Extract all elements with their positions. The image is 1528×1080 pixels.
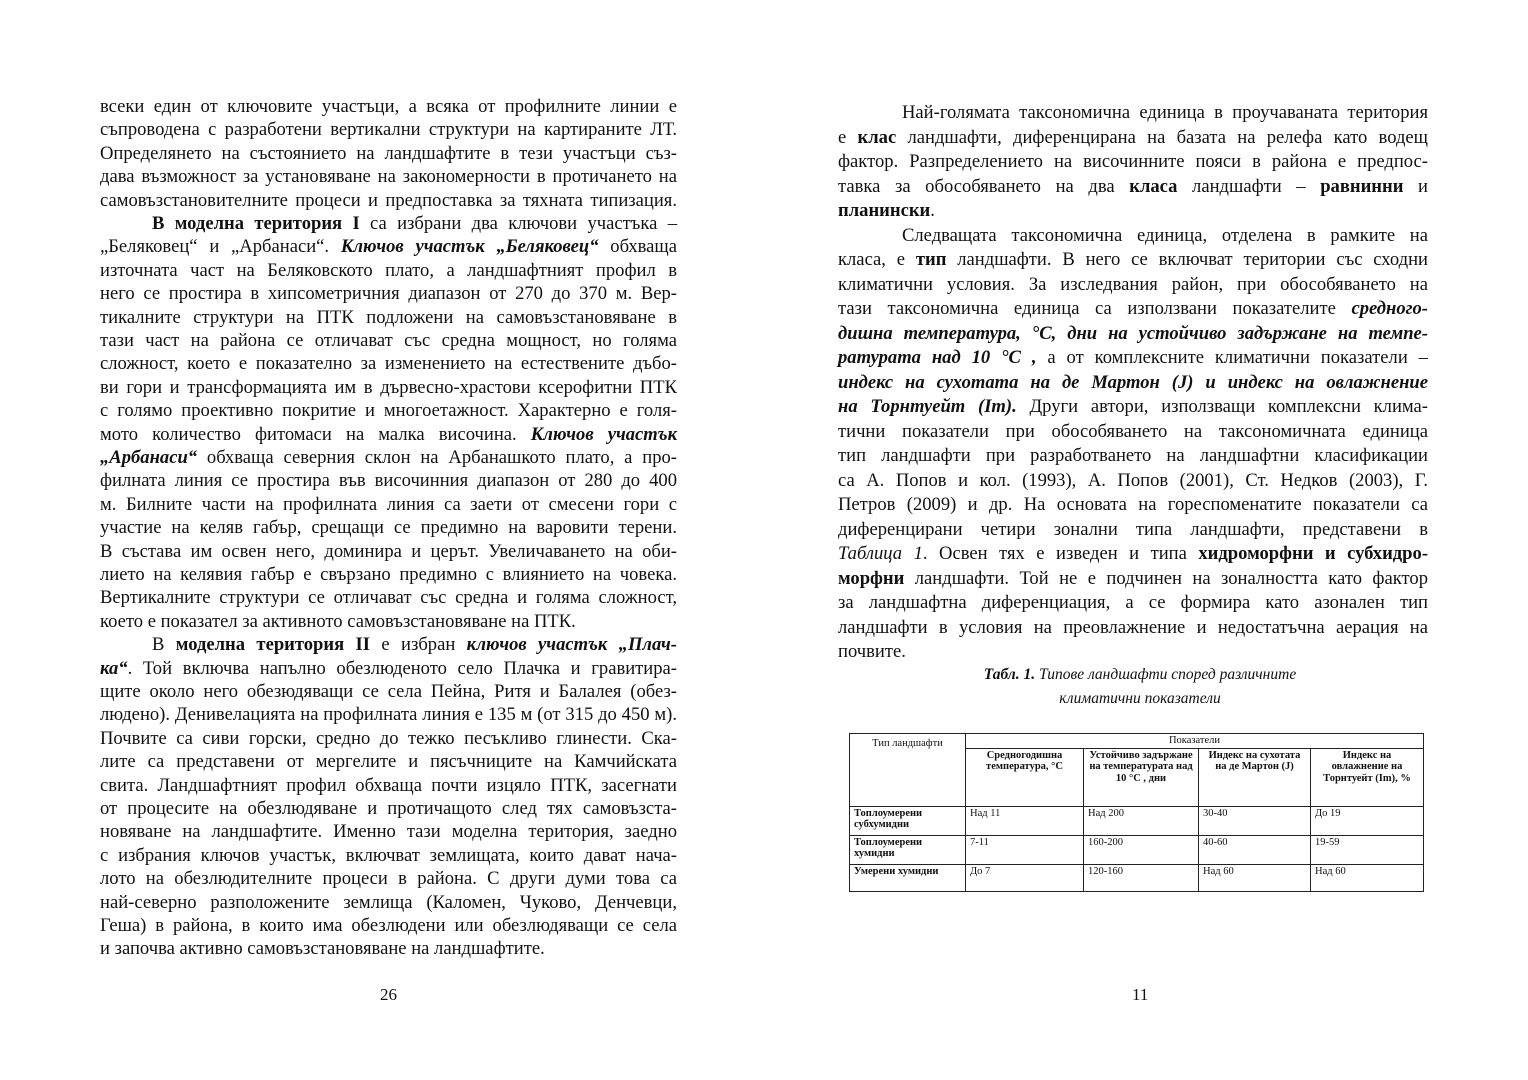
- text-line: [152, 634, 677, 656]
- emphasized-text: Ключов участък „Беляковец“: [340, 236, 599, 258]
- text-segment: него се простира в хипсометричния диапазон от 270 до 370 м. Вер-: [100, 283, 677, 305]
- text-line: [838, 127, 1428, 149]
- emphasized-text: ка“: [100, 657, 128, 679]
- text-line: [100, 892, 677, 914]
- text-segment: е: [838, 126, 858, 148]
- text-line: [838, 200, 1428, 222]
- text-segment: най-северно разположените землища (Каломен, Чуково, Денчевци,: [100, 891, 677, 913]
- text-segment: участие на келяв габър, срещащи се предимно на варовити терени.: [100, 517, 677, 539]
- text-line: [838, 470, 1428, 492]
- text-line: [838, 592, 1428, 614]
- text-line: [100, 751, 677, 773]
- text-segment: класа, е: [838, 249, 916, 270]
- text-line: [100, 564, 677, 586]
- text-line: [100, 704, 677, 726]
- emphasized-text: Ключов участък: [530, 423, 677, 445]
- text-segment: .: [930, 200, 935, 221]
- text-segment: Други автори, използващи комплексни клима-: [1016, 396, 1428, 417]
- table-cell: 19-59: [1311, 835, 1424, 864]
- text-segment: за ландшафтна диференциация, а се формира като азонален тип: [838, 592, 1428, 613]
- text-segment: ландшафти. Той не е подчинен на зоналността като фактор: [904, 567, 1428, 589]
- table-row: [850, 806, 1424, 835]
- text-line: [100, 236, 677, 258]
- text-line: [902, 225, 1428, 247]
- table-cell: Над 11: [966, 806, 1084, 835]
- text-segment: Определянето на състоянието на ландшафтите в тези участъци съз-: [100, 142, 677, 164]
- table-caption-line2: климатични показатели: [1059, 690, 1221, 707]
- row-type-cell: Топлоумерени субхумидни: [850, 806, 966, 835]
- group-header-cell: Показатели: [966, 734, 1424, 749]
- text-line: [838, 641, 1428, 663]
- text-line: [100, 541, 677, 563]
- text-line: [838, 176, 1428, 198]
- text-segment: ландшафти в условия на преовлажнение и недостатъчна аерация на: [838, 616, 1428, 638]
- text-line: [100, 377, 677, 399]
- text-segment: източната част на Беляковското плато, а ландшафтният профил в: [100, 259, 677, 281]
- text-segment: климатични условия. За изследвания район, при обособяването на: [838, 273, 1428, 295]
- text-segment: са А. Попов и кол. (1993), А. Попов (2001), Ст. Недков (2003), Г.: [838, 469, 1428, 491]
- column-header: Устойчиво задържане на температурата над 10 °C , дни: [1084, 748, 1199, 806]
- column-header: Средногодишна температура, °C: [966, 748, 1084, 806]
- table-cell: 160-200: [1084, 835, 1199, 864]
- text-segment: тикалните структури на ПТК подложени на самовъзстановяване в: [100, 306, 677, 328]
- text-line: [838, 519, 1428, 541]
- emphasized-text: В моделна територия I: [152, 213, 360, 234]
- text-segment: ландшафти –: [1177, 175, 1321, 197]
- text-segment: е избран: [370, 634, 467, 656]
- text-line: [152, 213, 677, 235]
- text-segment: са избрани два ключови участъка –: [359, 213, 677, 234]
- text-segment: м. Билните части на профилната линия са заети от смесени гори с: [100, 493, 677, 515]
- text-segment: от процесите на обезлюдяване и протичащото след тях самовъзста-: [100, 798, 677, 819]
- text-segment: съпроводена с разработени вертикални структури на картираните ЛТ.: [100, 119, 677, 141]
- text-segment: лите са представени от мергелите и пясъчниците на Камчийската: [100, 751, 677, 773]
- row-header-cell: Тип ландшафти: [850, 734, 966, 807]
- emphasized-text: индекс на сухотата на де Мартон (J) и индекс на овлажнение: [838, 371, 1428, 393]
- text-line: [100, 283, 677, 305]
- column-header: Индекс на сухотата на де Мартон (J): [1199, 748, 1311, 806]
- text-segment: мото количество фитомаси на малка височина.: [100, 423, 531, 445]
- emphasized-text: морфни: [838, 567, 905, 589]
- text-line: [838, 323, 1428, 345]
- text-line: [100, 353, 677, 375]
- text-line: [100, 447, 677, 469]
- text-segment: с голямо проективно покритие и многоетажност. Характерно е голя-: [100, 400, 677, 422]
- text-segment: свита. Ландшафтният профил обхваща почти изцяло ПТК, засегнати: [100, 774, 677, 796]
- text-line: [838, 396, 1428, 418]
- emphasized-text: равнинни: [1320, 175, 1404, 197]
- text-line: [100, 611, 677, 633]
- text-segment: всеки един от ключовите участъци, а всяка от профилните линии е: [100, 96, 677, 117]
- table-cell: Над 60: [1311, 864, 1424, 891]
- text-segment: сложност, което е показателно за изменението на естествените дъбо-: [100, 353, 677, 375]
- emphasized-text: клас: [857, 126, 897, 148]
- text-segment: . Той включва напълно обезлюденото село Плачка и гравитира-: [127, 657, 677, 679]
- text-line: [100, 307, 677, 329]
- text-line: [838, 617, 1428, 639]
- text-segment: лото на обезлюдителните процеси в района. С други думи това са: [100, 868, 677, 890]
- emphasized-text: класа: [1129, 175, 1178, 197]
- text-segment: и започва активно самовъзстановяване на ландшафтите.: [100, 938, 545, 960]
- text-line: [100, 119, 677, 141]
- text-segment: фактор. Разпределението на височинните пояси в района е предпос-: [838, 151, 1428, 172]
- text-line: [100, 166, 677, 188]
- text-line: [838, 568, 1428, 590]
- text-line: [100, 470, 677, 492]
- table-cell: 7-11: [966, 835, 1084, 864]
- table-cell: Над 60: [1199, 864, 1311, 891]
- text-line: [100, 143, 677, 165]
- text-line: [100, 517, 677, 539]
- emphasized-text: хидроморфни и субхидро-: [1198, 543, 1429, 564]
- text-segment: Геша) в района, в които има обезлюдени или обезлюдяващи се села: [100, 915, 677, 936]
- text-segment: В състава им освен него, доминира и церът. Увеличаването на оби-: [100, 540, 677, 562]
- table-caption-title: Типове ландшафти според различните: [1035, 666, 1297, 683]
- text-line: [100, 868, 677, 890]
- text-segment: което е показател за активното самовъзстановяване на ПТК.: [100, 610, 576, 632]
- text-line: [100, 798, 677, 820]
- page-number: 11: [1132, 985, 1149, 1004]
- text-line: [100, 96, 677, 118]
- row-type-cell: Топлоумерени хумидни: [850, 835, 966, 864]
- text-segment: с избрания ключов участък, включват землищата, които дават нача-: [100, 844, 677, 866]
- text-segment: тази част на района се отличават със средна мощност, но голяма: [100, 330, 677, 351]
- text-line: [100, 330, 677, 352]
- text-segment: щите около него обезюдяващи се села Пейна, Ритя и Балалея (обез-: [100, 681, 677, 702]
- emphasized-text: ратурата над 10 °C ,: [838, 347, 1037, 368]
- text-line: [100, 938, 677, 960]
- text-segment: новяване на ландшафтите. Именно тази моделна територия, заедно: [100, 821, 677, 843]
- text-line: [838, 347, 1428, 369]
- emphasized-text: „Арбанаси“: [100, 447, 198, 468]
- text-segment: Петров (2009) и др. На основата на гореспоменатите показатели са: [838, 494, 1428, 515]
- text-line: [100, 775, 677, 797]
- text-line: [838, 372, 1428, 394]
- text-line: [100, 400, 677, 422]
- text-segment: тип ландшафти при разработването на ландшафтни класификации: [838, 445, 1428, 466]
- text-line: [100, 821, 677, 843]
- table-caption-label: Табл. 1.: [983, 666, 1036, 683]
- emphasized-text: моделна територия II: [175, 634, 371, 656]
- text-line: [902, 102, 1428, 124]
- text-line: [100, 424, 677, 446]
- text-line: [100, 681, 677, 703]
- text-line: [100, 494, 677, 516]
- text-segment: самовъзстановителните процеси и предпоставка за тяхната типизация.: [100, 189, 677, 211]
- text-segment: Следващата таксономична единица, отделена в рамките на: [902, 224, 1428, 246]
- column-header: Индекс на овлажнение на Торнтуейт (Im), %: [1311, 748, 1424, 806]
- text-segment: . Освен тях е изведен и типа: [922, 543, 1199, 564]
- text-line: [838, 543, 1428, 565]
- text-segment: ви гори и трансформацията им в дървесно-храстови ксерофитни ПТК: [100, 376, 677, 398]
- text-line: [100, 190, 677, 212]
- table-cell: Над 200: [1084, 806, 1199, 835]
- right-page: [764, 0, 1528, 1080]
- text-segment: Вертикалните структури се отличават със средна и голяма сложност,: [100, 587, 677, 609]
- emphasized-text: ключов участък „Плач-: [466, 634, 677, 656]
- text-segment: тични показатели при обособяването на таксономичната единица: [838, 420, 1428, 442]
- text-segment: тавка за обособяването на два: [838, 175, 1130, 197]
- text-segment: ландшафти. В него се включват територии със сходни: [946, 249, 1429, 270]
- text-segment: Най-голямата таксономична единица в проучаваната територия: [902, 102, 1428, 123]
- text-line: [838, 494, 1428, 516]
- emphasized-text: тип: [915, 249, 947, 270]
- text-segment: тази таксономична единица са използвани показателите: [838, 298, 1352, 319]
- text-segment: почвите.: [838, 641, 906, 662]
- text-segment: „Беляковец“ и „Арбанаси“.: [100, 236, 341, 258]
- table-caption: [835, 666, 1445, 684]
- text-line: [838, 151, 1428, 173]
- text-line: [100, 728, 677, 750]
- landscape-types-table: [849, 733, 1424, 892]
- text-segment: диференцирани четири зонални типа ландшафти, представени в: [838, 518, 1428, 540]
- emphasized-text: на Торнтуейт (Im).: [838, 396, 1017, 417]
- text-segment: людено). Денивелацията на профилната линия е 135 м (от 315 до 450 м).: [100, 704, 677, 726]
- page-number: 26: [380, 985, 397, 1004]
- text-line: [100, 845, 677, 867]
- text-segment: а от комплексните климатични показатели –: [1036, 347, 1428, 368]
- text-line: [100, 587, 677, 609]
- emphasized-text: планински: [838, 200, 931, 221]
- table-cell: 40-60: [1199, 835, 1311, 864]
- text-segment: обхваща: [598, 236, 678, 258]
- table-cell: До 7: [966, 864, 1084, 891]
- text-segment: филната линия се простира във височинния диапазон от 280 до 400: [100, 470, 677, 492]
- row-type-cell: Умерени хумидни: [850, 864, 966, 891]
- text-line: [100, 260, 677, 282]
- emphasized-text: Таблица 1: [838, 543, 923, 564]
- table-header-row: [850, 734, 1424, 749]
- table-row: [850, 835, 1424, 864]
- text-segment: ландшафти, диференцирана на базата на релефа като водещ: [896, 126, 1428, 148]
- table-cell: 30-40: [1199, 806, 1311, 835]
- text-segment: дава възможност за установяване на закономерности в протичането на: [100, 166, 677, 188]
- text-line: [838, 445, 1428, 467]
- text-line: [100, 658, 677, 680]
- table-row: [850, 864, 1424, 891]
- text-segment: В: [152, 634, 176, 656]
- text-segment: и: [1403, 175, 1428, 197]
- text-segment: Почвите са сиви горски, средно до тежко песъкливо глинести. Ска-: [100, 727, 677, 749]
- text-line: [838, 421, 1428, 443]
- text-line: [100, 915, 677, 937]
- text-line: [838, 298, 1428, 320]
- text-line: [838, 274, 1428, 296]
- table-cell: 120-160: [1084, 864, 1199, 891]
- emphasized-text: средного-: [1351, 298, 1428, 319]
- text-segment: лието на келявия габър е свързано предимно с влиянието на човека.: [100, 564, 677, 585]
- text-line: [838, 249, 1428, 271]
- text-segment: обхваща северния склон на Арбанашкото плато, а про-: [197, 447, 677, 468]
- emphasized-text: дишна температура, °C, дни на устойчиво задържане на темпе-: [838, 322, 1428, 344]
- table-cell: До 19: [1311, 806, 1424, 835]
